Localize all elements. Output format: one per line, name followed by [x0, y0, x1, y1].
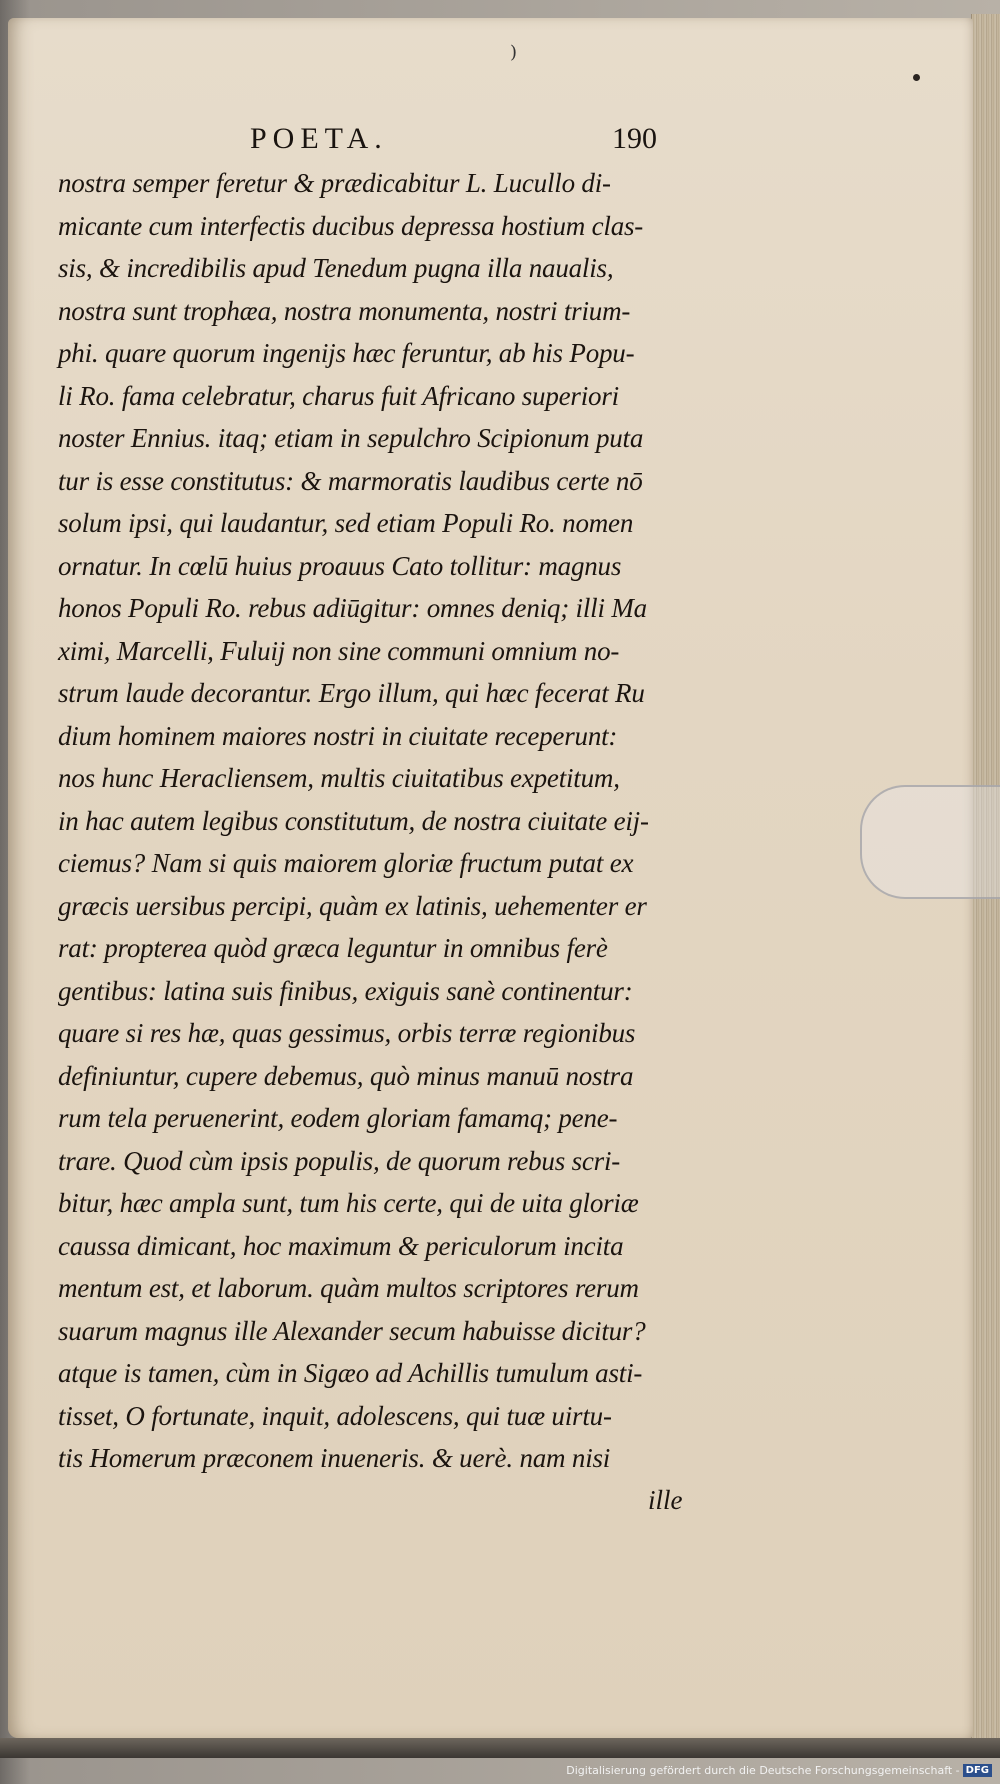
text-line: suarum magnus ille Alexander secum habuisse dicitur? — [58, 1315, 646, 1346]
text-line: in hac autem legibus constitutum, de nostra ciuitate eij- — [58, 805, 649, 836]
text-line: nostra sunt trophæa, nostra monumenta, nostri trium- — [58, 295, 631, 326]
page-clip — [860, 785, 1000, 899]
body-text — [58, 162, 748, 1480]
text-line: mentum est, et laborum. quàm multos scriptores rerum — [58, 1273, 639, 1303]
text-line: græcis uersibus percipi, quàm ex latinis, uehementer er — [58, 890, 647, 921]
text-line: phi. quare quorum ingenijs hæc feruntur, ab his Popu- — [58, 338, 635, 368]
text-line: caussa dimicant, hoc maximum & periculorum incita — [58, 1230, 624, 1261]
dfg-logo: DFG — [963, 1764, 992, 1777]
text-line: strum laude decorantur. Ergo illum, qui hæc fecerat Ru — [58, 678, 645, 708]
running-head: POETA. — [250, 122, 388, 155]
text-line: quare si res hæ, quas gessimus, orbis terræ regionibus — [58, 1018, 636, 1048]
text-line: tisset, O fortunate, inquit, adolescens, qui tuæ uirtu- — [58, 1400, 612, 1431]
text-line: tis Homerum præconem inueneris. & uerè. nam nisi — [58, 1443, 611, 1473]
text-line: ornatur. In cœlū huius proauus Cato tollitur: magnus — [58, 550, 622, 581]
text-line: definiuntur, cupere debemus, quò minus manuū nostra — [58, 1060, 634, 1091]
text-line: nos hunc Heracliensem, multis ciuitatibus expetitum, — [58, 763, 620, 793]
text-line: dium hominem maiores nostri in ciuitate receperunt: — [58, 720, 618, 751]
page-header — [250, 122, 690, 162]
digitization-credit — [566, 1764, 992, 1777]
text-line: sis, & incredibilis apud Tenedum pugna illa naualis, — [58, 253, 614, 283]
credit-text: Digitalisierung gefördert durch die Deutsche Forschungsgemeinschaft - — [566, 1764, 960, 1777]
ink-mark: ) — [510, 42, 518, 63]
text-line: micante cum interfectis ducibus depressa hostium clas- — [58, 210, 644, 241]
text-line: bitur, hæc ampla sunt, tum his certe, qui de uita gloriæ — [58, 1188, 639, 1218]
text-line: rum tela peruenerint, eodem gloriam famamq; pene- — [58, 1103, 618, 1133]
facing-page-bleed — [8, 140, 36, 1400]
text-line: noster Ennius. itaq; etiam in sepulchro Scipionum puta — [58, 423, 644, 453]
text-line: rat: propterea quòd græca leguntur in omnibus ferè — [58, 933, 608, 963]
text-line: ciemus? Nam si quis maiorem gloriæ fructum putat ex — [58, 848, 634, 878]
page-number: 190 — [612, 122, 657, 155]
text-line: li Ro. fama celebratur, charus fuit Africano superiori — [58, 380, 619, 411]
text-line: nostra semper feretur & prædicabitur L. Lucullo di- — [58, 168, 611, 198]
text-line: atque is tamen, cùm in Sigæo ad Achillis tumulum asti- — [58, 1358, 643, 1388]
text-line: ximi, Marcelli, Fuluij non sine communi omnium no- — [58, 635, 620, 666]
ink-dot — [913, 74, 920, 81]
text-line: solum ipsi, qui laudantur, sed etiam Populi Ro. nomen — [58, 508, 634, 538]
text-line: trare. Quod cùm ipsis populis, de quorum rebus scri- — [58, 1145, 621, 1176]
text-line: gentibus: latina suis finibus, exiguis sanè continentur: — [58, 975, 633, 1006]
text-line: tur is esse constitutus: & marmoratis laudibus certe nō — [58, 465, 643, 496]
catchword: ille — [648, 1485, 683, 1515]
text-line: honos Populi Ro. rebus adiūgitur: omnes deniq; illi Ma — [58, 593, 647, 623]
bottom-shadow — [0, 1738, 1000, 1758]
